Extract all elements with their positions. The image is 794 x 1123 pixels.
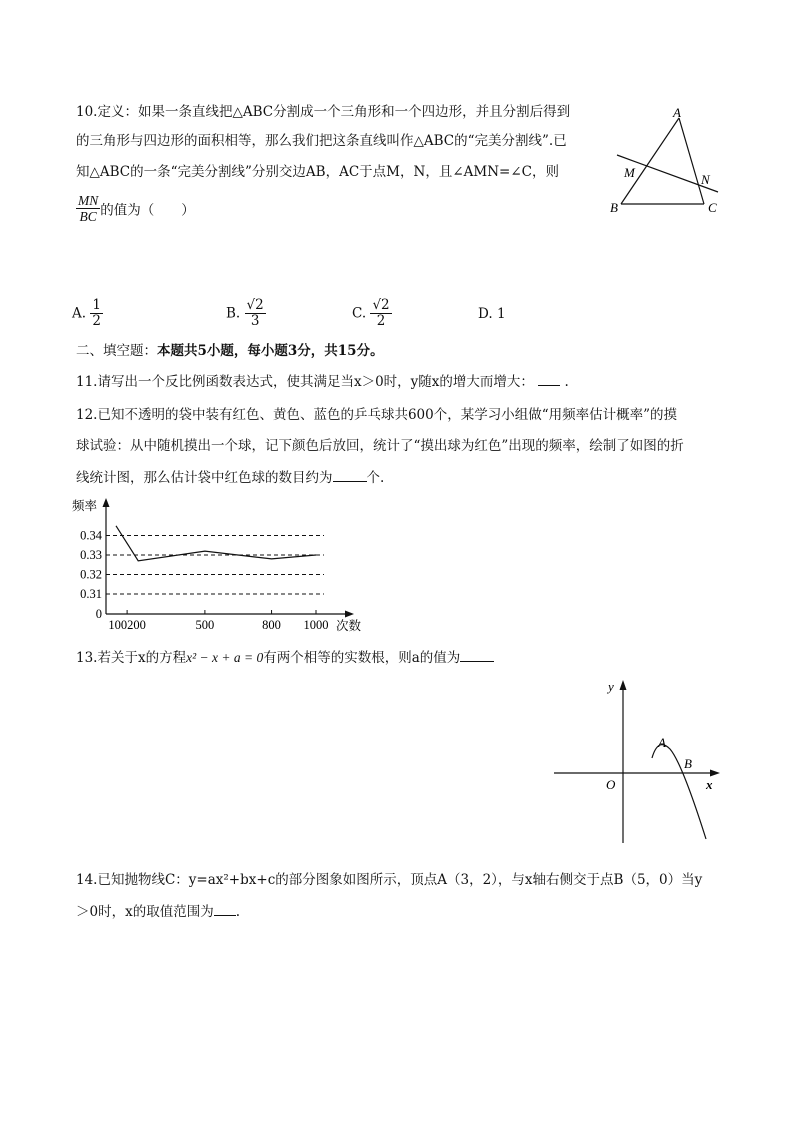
chart-axes <box>103 498 355 618</box>
q14-line2-text: ＞0时，x的取值范围为 <box>76 904 214 920</box>
q11-tail: . <box>564 374 569 390</box>
q12-line3-text: 线统计图，那么估计袋中红色球的数目约为 <box>76 470 333 486</box>
x-tick-label: 1000 <box>303 618 329 632</box>
y-axis-arrow <box>103 498 110 507</box>
q10-option-b[interactable] <box>226 298 266 329</box>
y-axis-arrow <box>620 680 627 690</box>
q12-answer-blank[interactable] <box>333 467 367 482</box>
label-m: M <box>624 165 635 180</box>
x-axis-label: 次数 <box>336 619 362 633</box>
q13-text-a: 13.若关于x的方程 <box>76 650 187 666</box>
q10-option-a[interactable] <box>72 298 103 329</box>
frequency-series-line <box>116 526 316 561</box>
y-axis-label: 频率 <box>72 499 98 513</box>
option-b-den: 3 <box>250 313 260 329</box>
label-vertex-a: A <box>658 735 666 750</box>
q11-text: 11.请写出一个反比例函数表达式，使其满足当x＞0时，y随x的增大而增大： <box>76 374 534 390</box>
q10-number: 10. <box>76 104 98 120</box>
label-y: y <box>608 679 614 694</box>
y-tick-label: 0.32 <box>80 567 102 582</box>
option-a-den: 2 <box>92 313 101 329</box>
y-tick-label: 0 <box>95 607 102 621</box>
section-prefix: 二、填空题： <box>76 343 157 359</box>
label-a: A <box>673 105 681 120</box>
x-axis-arrow <box>710 770 720 777</box>
q11-answer-blank[interactable] <box>538 371 560 386</box>
q10-option-c[interactable] <box>352 298 392 329</box>
q10-triangle-figure <box>600 100 735 220</box>
option-b-fraction <box>245 298 266 329</box>
q10-frac-num: MN <box>78 193 99 208</box>
q12-line2: 球试验：从中随机摸出一个球，记下颜色后放回，统计了“摸出球为红色”出现的频率，绘制了如图的折 <box>76 438 684 454</box>
option-a-num: 1 <box>92 297 101 313</box>
x-tick-labels <box>108 610 328 632</box>
y-tick-label: 0.34 <box>80 528 102 543</box>
option-d-value: 1 <box>496 306 506 322</box>
label-c: C <box>708 200 717 215</box>
parabola-curve <box>652 745 706 839</box>
y-tick-label: 0.31 <box>80 587 102 601</box>
q14-line2-tail: . <box>235 904 240 920</box>
option-c-letter: C. <box>352 305 367 322</box>
q12-line1: 12.已知不透明的袋中装有红色、黄色、蓝色的乒乓球共600个，某学习小组做“用频率估计概率”的摸 <box>76 407 678 423</box>
x-tick-label: 800 <box>262 618 281 632</box>
q12-line3-tail: 个. <box>366 470 385 486</box>
q14-parabola-figure <box>550 675 730 845</box>
q10-line2: 的三角形与四边形的面积相等，那么我们把这条直线叫作△ABC的“完美分割线”.已 <box>76 133 567 149</box>
q10-text-line1: 定义：如果一条直线把△ABC分割成一个三角形和一个四边形，并且分割后得到 <box>97 104 571 120</box>
q14-answer-blank[interactable] <box>214 901 236 916</box>
x-tick-label: 100200 <box>108 618 146 632</box>
q10-fraction <box>76 193 100 224</box>
x-axis-arrow <box>345 611 354 618</box>
label-x: x <box>706 777 713 792</box>
q10-line4 <box>76 193 195 224</box>
q13-line <box>76 647 494 668</box>
option-a-fraction <box>90 298 103 329</box>
section-rules: 本题共5小题，每小题3分，共15分。 <box>157 343 384 359</box>
q12-line3 <box>76 467 384 488</box>
x-tick-label: 500 <box>195 618 215 632</box>
q10-line3: 知△ABC的一条“完美分割线”分别交边AB，AC于点M，N，且∠AMN=∠C，则 <box>76 164 559 180</box>
q10-option-d[interactable] <box>478 306 506 322</box>
option-d-letter: D. <box>478 306 493 322</box>
option-b-letter: B. <box>226 305 241 322</box>
option-c-den: 2 <box>376 313 386 329</box>
q13-equation: x² − x + a = 0 <box>186 650 264 665</box>
label-b: B <box>610 200 618 215</box>
q14-line1: 14.已知抛物线C：y=ax²+bx+c的部分图象如图所示，顶点A（3，2），与x轴右侧交于点B（5，0）当y <box>76 872 703 888</box>
side-ac <box>679 118 704 204</box>
q11-line <box>76 371 569 392</box>
y-tick-labels <box>80 529 103 622</box>
q13-answer-blank[interactable] <box>460 647 494 662</box>
q10-line1 <box>76 102 570 122</box>
option-c-fraction <box>370 298 391 329</box>
q13-text-b: 有两个相等的实数根，则a的值为 <box>263 650 461 666</box>
option-a-letter: A. <box>72 305 87 322</box>
q10-line4-tail: 的值为（ ） <box>100 202 195 219</box>
option-b-num: √2 <box>246 297 264 313</box>
y-tick-label: 0.33 <box>80 548 102 562</box>
side-ab <box>621 118 679 204</box>
option-c-num: √2 <box>372 297 390 313</box>
frequency-line-chart <box>70 494 370 634</box>
label-point-b: B <box>684 756 692 771</box>
label-origin: O <box>606 777 616 792</box>
q10-frac-den: BC <box>79 209 97 224</box>
label-n: N <box>701 172 710 187</box>
section-heading-fill-in <box>76 341 384 361</box>
q14-line2 <box>76 901 240 922</box>
chart-grid <box>106 536 324 595</box>
